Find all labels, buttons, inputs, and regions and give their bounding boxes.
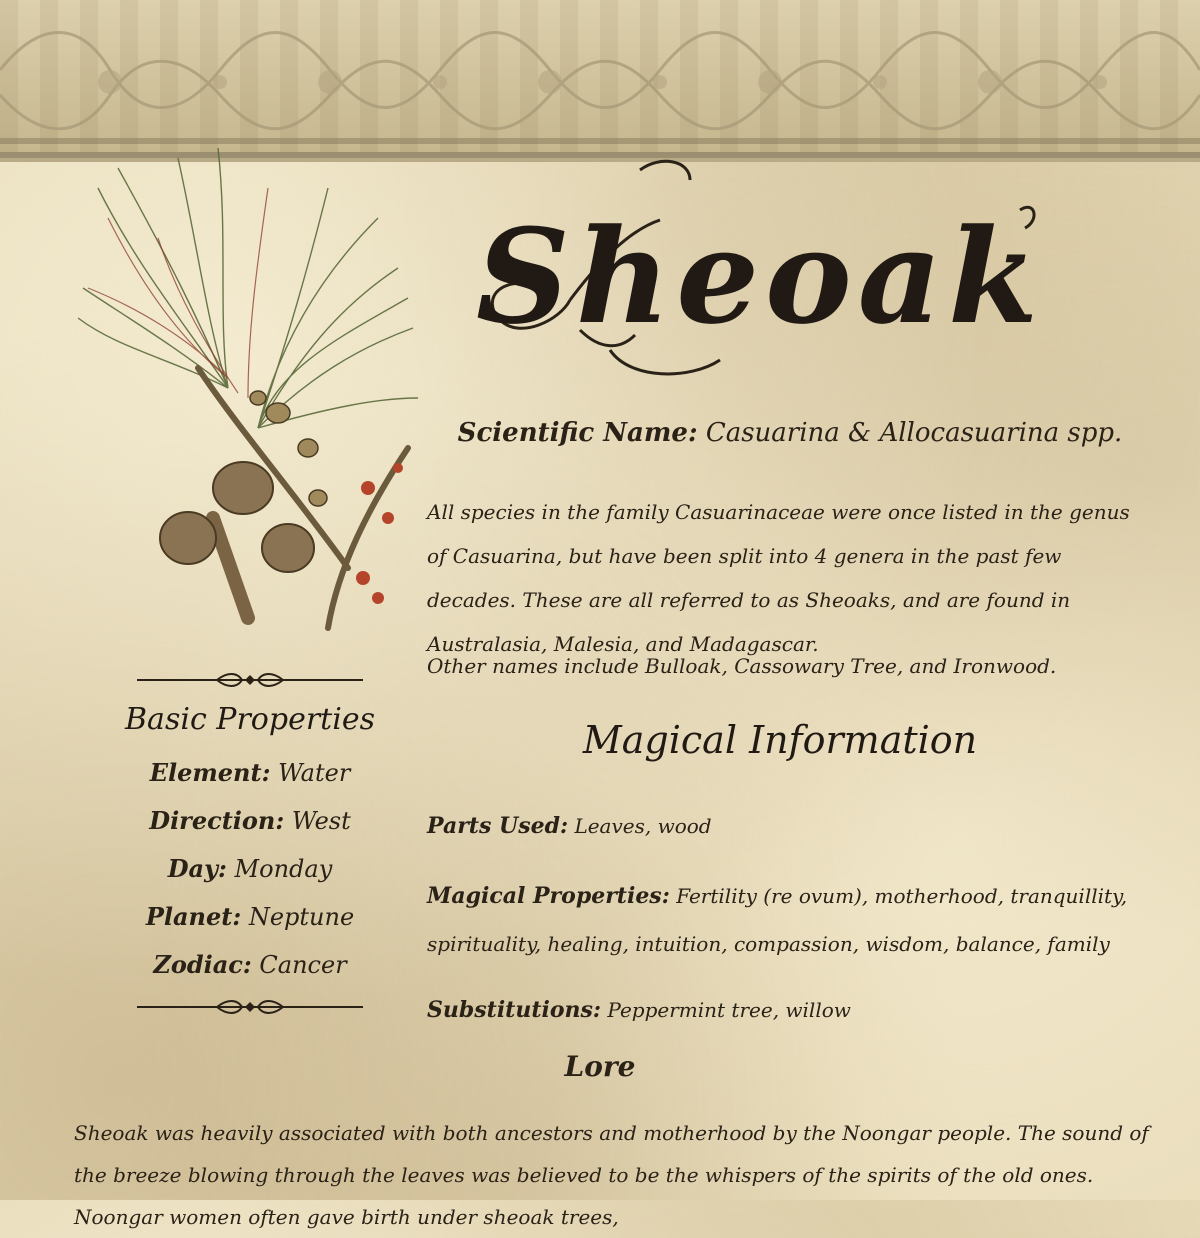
substitutions-label: Substitutions: bbox=[427, 997, 602, 1023]
planet-property bbox=[110, 893, 390, 941]
planet-value: Neptune bbox=[248, 903, 355, 931]
basic-properties-panel bbox=[110, 672, 390, 1015]
direction-value: West bbox=[291, 807, 351, 835]
element-property bbox=[110, 749, 390, 797]
direction-property bbox=[110, 797, 390, 845]
scientific-name-value: Casuarina & Allocasuarina spp. bbox=[705, 418, 1123, 448]
day-value: Monday bbox=[234, 855, 333, 883]
ornamental-divider bbox=[137, 999, 363, 1015]
intro-paragraph: All species in the family Casuarinaceae were once listed in the genus of Casuarina, but have been split into 4 genera in the past few decades. These are all referred to as Sheoaks, and are found in Australasia, Malesia, and Madagascar. bbox=[427, 500, 1130, 656]
day-property bbox=[110, 845, 390, 893]
other-names-paragraph: Other names include Bulloak, Cassowary Tree, and Ironwood. bbox=[427, 654, 1057, 678]
decorative-top-border bbox=[0, 0, 1200, 158]
magical-properties-label: Magical Properties: bbox=[427, 883, 670, 909]
magical-information-heading: Magical Information bbox=[582, 718, 978, 762]
ornamental-divider bbox=[137, 672, 363, 688]
sheoak-illustration bbox=[78, 148, 423, 638]
direction-label: Direction: bbox=[149, 806, 285, 835]
parts-used-value: Leaves, wood bbox=[574, 814, 712, 838]
magical-properties bbox=[427, 872, 1147, 968]
planet-label: Planet: bbox=[145, 902, 242, 931]
lore-heading: Lore bbox=[564, 1050, 636, 1083]
basic-properties-title: Basic Properties bbox=[125, 702, 375, 737]
zodiac-label: Zodiac: bbox=[153, 950, 252, 979]
zodiac-property bbox=[110, 941, 390, 989]
parts-used bbox=[427, 802, 1147, 850]
lore-paragraph: Sheoak was heavily associated with both ancestors and motherhood by the Noongar people. The sound of the breeze blowing through the leaves was believed to be the whispers of the spirits of the old ones. Noongar women often gave birth under sheoak trees, bbox=[74, 1121, 1149, 1229]
page-title bbox=[460, 150, 1060, 390]
day-label: Day: bbox=[167, 854, 227, 883]
title-text: Sheoak bbox=[475, 200, 1045, 353]
element-value: Water bbox=[278, 759, 351, 787]
parts-used-label: Parts Used: bbox=[427, 813, 569, 839]
scientific-name bbox=[430, 418, 1150, 448]
magical-properties-value: Fertility (re ovum), motherhood, tranquillity, spirituality, healing, intuition, compassion, wisdom, balance, family bbox=[427, 884, 1128, 956]
scientific-name-label: Scientific Name: bbox=[457, 418, 698, 448]
element-label: Element: bbox=[149, 758, 271, 787]
substitutions-value: Peppermint tree, willow bbox=[607, 998, 851, 1022]
substitutions bbox=[427, 986, 1147, 1034]
zodiac-value: Cancer bbox=[259, 951, 347, 979]
